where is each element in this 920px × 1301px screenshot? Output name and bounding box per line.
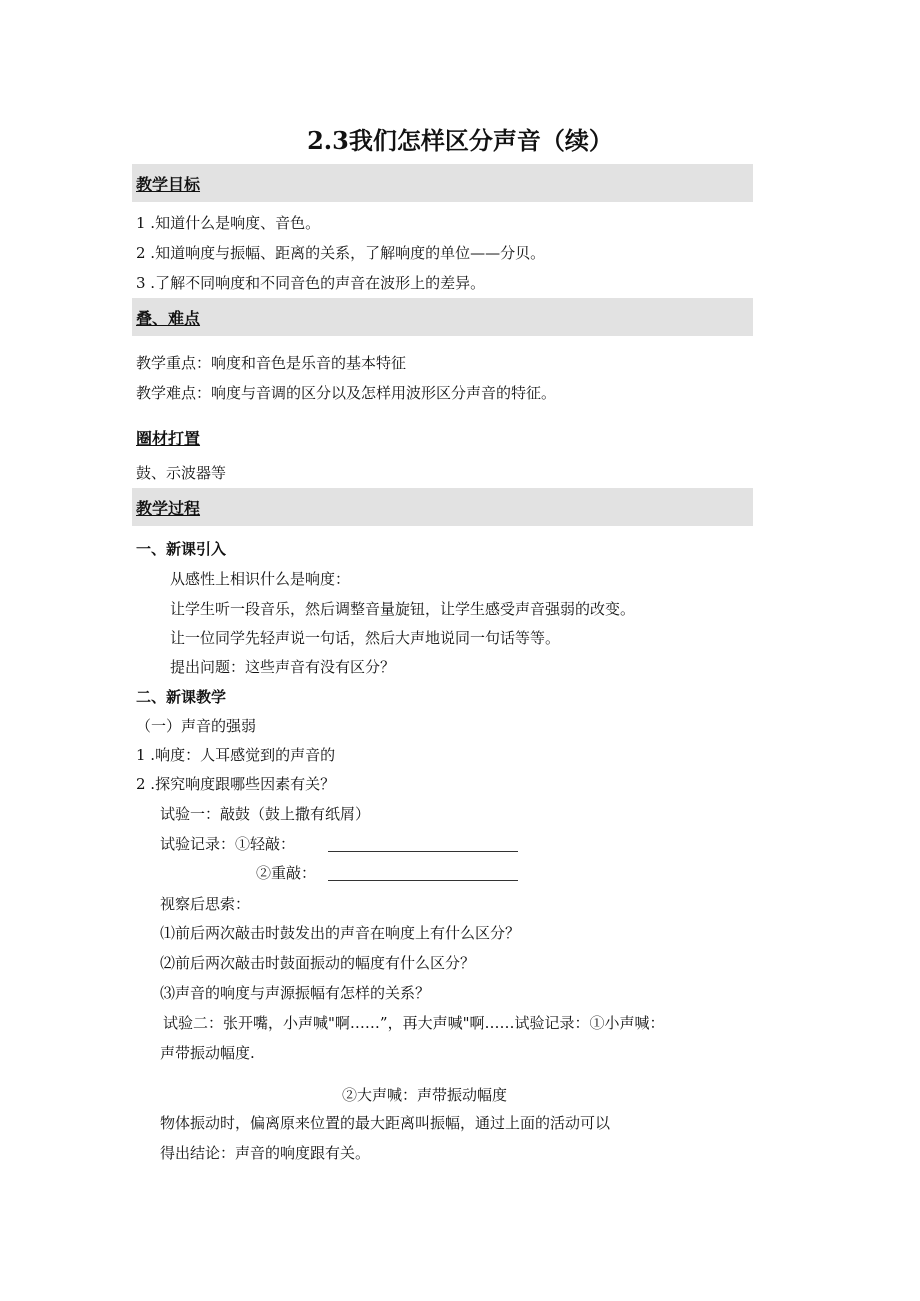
process-heading: 教学过程	[136, 499, 201, 518]
section1-title: 一、新课引入	[136, 540, 227, 558]
conclusion-line-1: 物体振动时，偏离原来位置的最大距离叫振幅，通过上面的活动可以	[160, 1114, 611, 1132]
section2-item1: 1 .响度：人耳感觉到的声音的	[136, 746, 336, 764]
keypoints-difficulty: 教学难点：响度与音调的区分以及怎样用波形区分声音的特征。	[136, 384, 557, 402]
record-heavy-label: ②重敲：	[256, 864, 317, 882]
objectives-heading: 教学目标	[136, 175, 201, 194]
objectives-header	[132, 164, 753, 202]
record-heavy-blank	[328, 880, 518, 881]
objective-item-3: 3 .了解不同响度和不同音色的声音在波形上的差异。	[136, 274, 486, 292]
keypoints-header	[132, 298, 753, 336]
section1-line-3: 让一位同学先轻声说一句话，然后大声地说同一句话等等。	[170, 629, 561, 647]
objective-item-1: 1 .知道什么是响度、音色。	[136, 214, 321, 232]
section2-title: 二、新课教学	[136, 688, 227, 706]
section1-line-1: 从感性上相识什么是响度：	[170, 570, 351, 588]
experiment-1: 试验一：敲鼓（鼓上撒有纸屑）	[160, 805, 371, 823]
question-1: ⑴前后两次敲击时鼓发出的声音在响度上有什么区分？	[160, 924, 521, 942]
materials-text: 鼓、示波器等	[136, 464, 227, 482]
section1-line-2: 让学生听一段音乐，然后调整音量旋钮，让学生感受声音强弱的改变。	[170, 600, 636, 618]
experiment-2-line-3: ②大声喊：声带振动幅度	[342, 1086, 508, 1104]
process-header	[132, 488, 753, 526]
section2-sub1: （一）声音的强弱	[136, 717, 257, 735]
record-light-label: 试验记录：①轻敲：	[160, 835, 296, 853]
observe-label: 视察后思索：	[160, 895, 251, 913]
experiment-2-line-2: 声带振动幅度.	[160, 1044, 255, 1062]
objective-item-2: 2 .知道响度与振幅、距离的关系，了解响度的单位——分贝。	[136, 244, 546, 262]
page-title: 2.3我们怎样区分声音（续）	[307, 126, 613, 155]
keypoints-heading: 叠、难点	[136, 309, 201, 328]
keypoints-focus: 教学重点：响度和音色是乐音的基本特征	[136, 354, 407, 372]
materials-heading: 圈材打置	[136, 429, 201, 448]
record-light-blank	[328, 851, 518, 852]
experiment-2-line-1: 试验二：张开嘴，小声喊"啊……”，再大声喊"啊……试验记录：①小声喊：	[163, 1014, 665, 1032]
question-3: ⑶声音的响度与声源振幅有怎样的关系？	[160, 984, 431, 1002]
question-2: ⑵前后两次敲击时鼓面振动的幅度有什么区分？	[160, 954, 476, 972]
conclusion-line-2: 得出结论：声音的响度跟有关。	[160, 1144, 371, 1162]
section1-line-4: 提出问题：这些声音有没有区分？	[170, 658, 396, 676]
section2-item2: 2 .探究响度跟哪些因素有关？	[136, 775, 336, 793]
